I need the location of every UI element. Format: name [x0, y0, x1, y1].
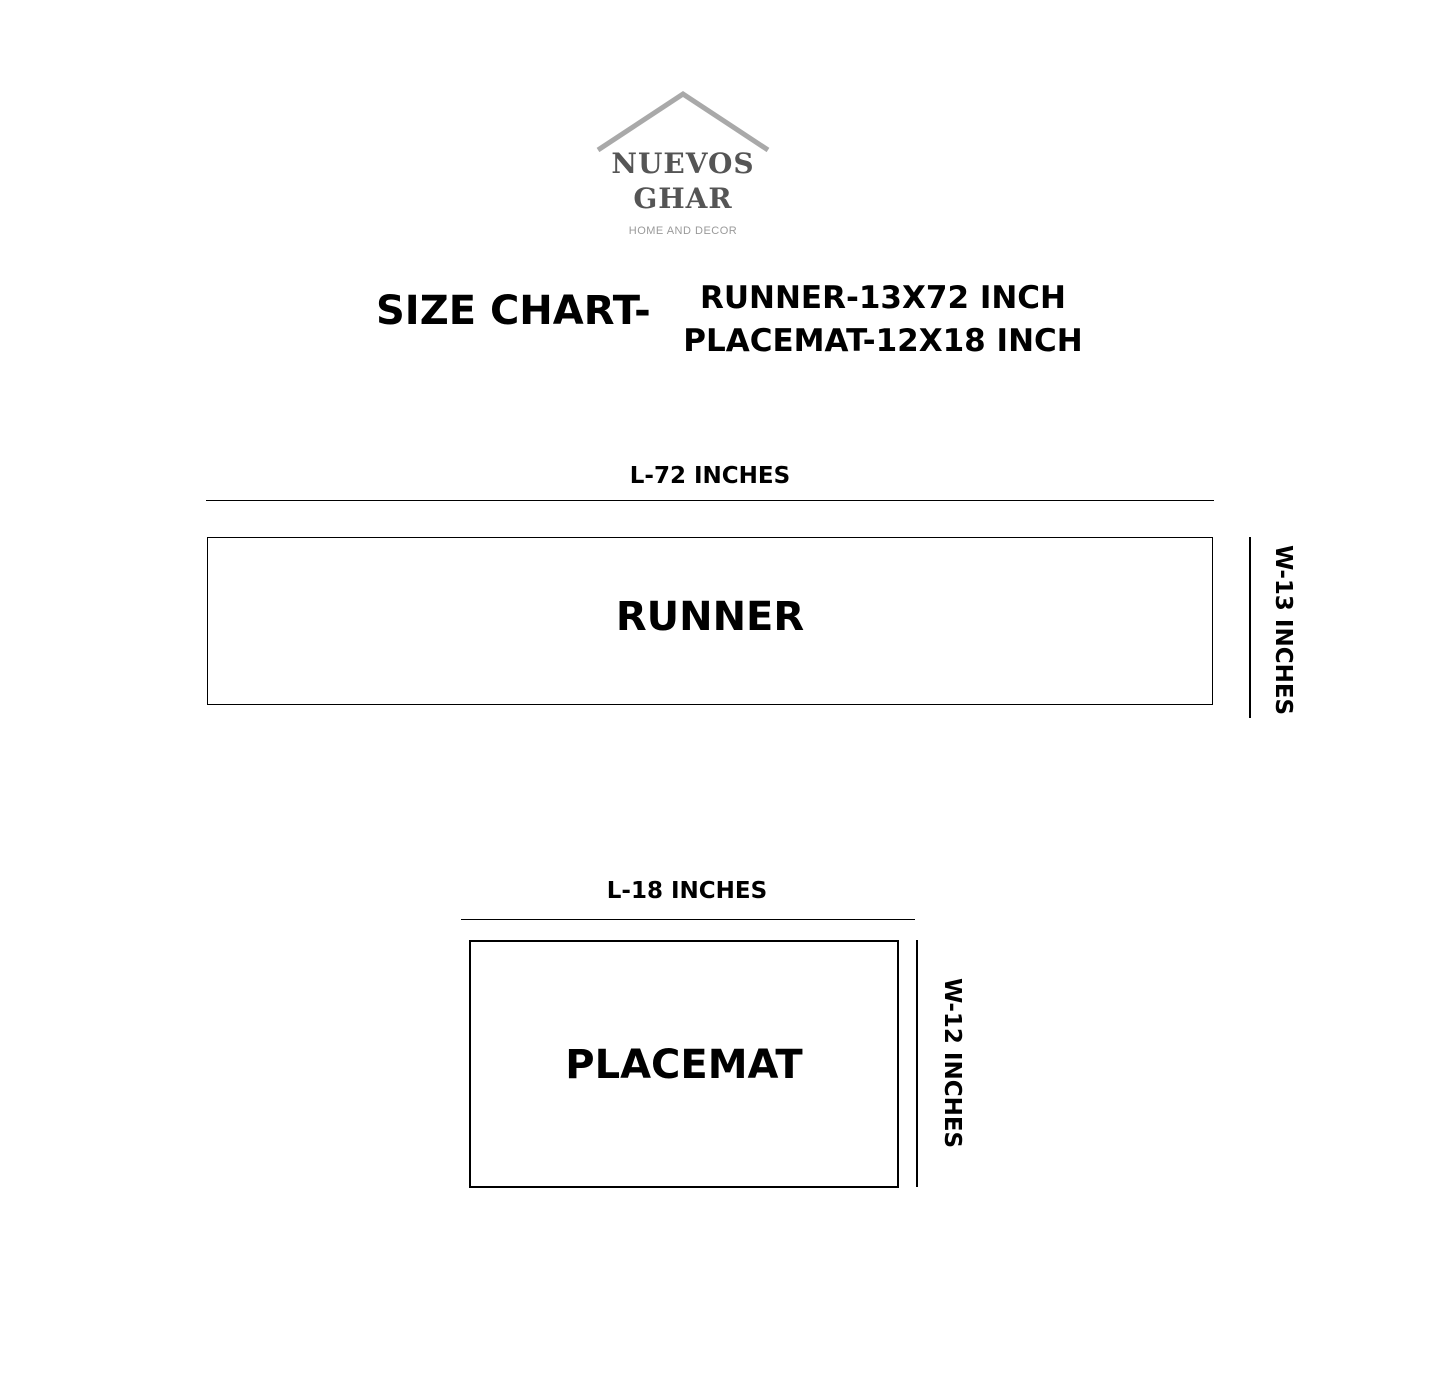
- runner-size-text: RUNNER-13X72 INCH: [700, 280, 1066, 316]
- placemat-length-label: L-18 INCHES: [606, 878, 768, 904]
- runner-width-line: [1249, 537, 1251, 718]
- runner-length-label: L-72 INCHES: [629, 463, 791, 489]
- placemat-length-line: [461, 919, 915, 920]
- runner-box: [207, 537, 1213, 705]
- placemat-label: PLACEMAT: [565, 1042, 803, 1088]
- placemat-size-text: PLACEMAT-12X18 INCH: [683, 323, 1083, 359]
- logo-word-ghar: GHAR: [633, 182, 733, 215]
- logo-tagline: HOME AND DECOR: [628, 225, 738, 237]
- runner-label: RUNNER: [615, 594, 805, 640]
- size-chart-title: SIZE CHART-: [376, 288, 651, 334]
- placemat-box: [469, 940, 899, 1188]
- placemat-width-label: W-12 INCHES: [939, 978, 965, 1149]
- placemat-width-line: [916, 940, 918, 1187]
- runner-length-line: [206, 500, 1214, 501]
- runner-width-label: W-13 INCHES: [1270, 545, 1296, 716]
- brand-logo: [590, 88, 776, 248]
- logo-word-nuevos: NUEVOS: [611, 147, 755, 180]
